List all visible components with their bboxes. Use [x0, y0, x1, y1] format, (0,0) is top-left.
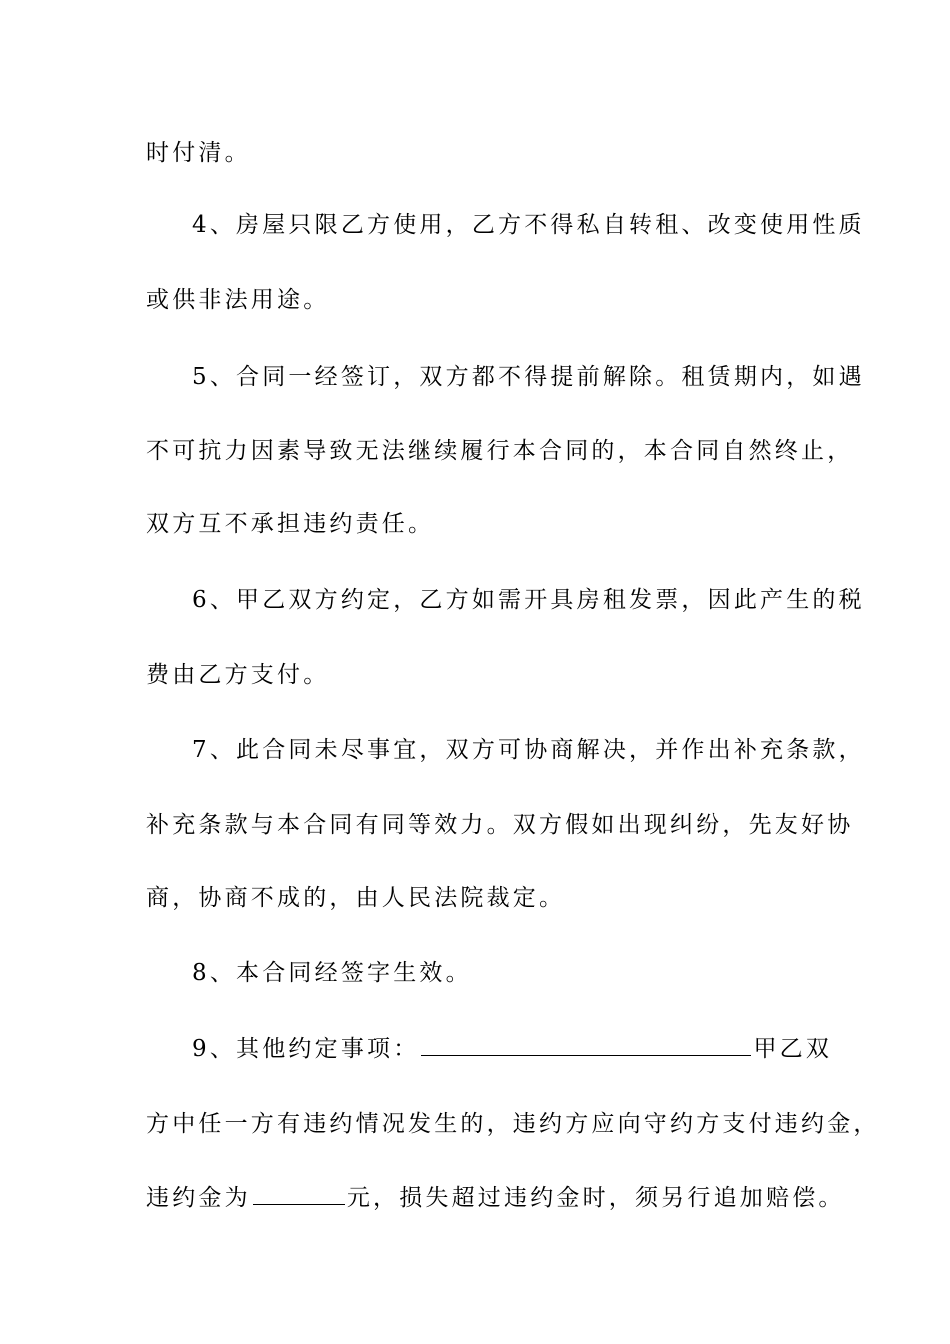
- text-line: 商，协商不成的，由人民法院裁定。: [146, 885, 566, 911]
- penalty-amount-blank[interactable]: [253, 1184, 345, 1205]
- clause-7-line: 7、此合同未尽事宜，双方可协商解决，并作出补充条款，: [192, 737, 865, 763]
- text-line: 双方互不承担违约责任。: [146, 511, 435, 537]
- clause-9-suffix: 甲乙双: [753, 1036, 833, 1062]
- penalty-line: [146, 1183, 845, 1213]
- clause-9-line: [192, 1034, 882, 1064]
- penalty-prefix: 违约金为: [146, 1185, 251, 1211]
- text-line: 或供非法用途。: [146, 287, 330, 313]
- text-line: 费由乙方支付。: [146, 662, 330, 688]
- clause-6-line: 6、甲乙双方约定，乙方如需开具房租发票，因此产生的税: [192, 587, 865, 613]
- other-terms-blank[interactable]: [421, 1035, 751, 1056]
- text-line: 方中任一方有违约情况发生的，违约方应向守约方支付违约金，: [146, 1111, 880, 1137]
- clause-4-line: 4、房屋只限乙方使用，乙方不得私自转租、改变使用性质: [192, 212, 865, 238]
- clause-5-line: 5、合同一经签订，双方都不得提前解除。租赁期内，如遇: [192, 364, 865, 390]
- penalty-suffix: 元，损失超过违约金时，须另行追加赔偿。: [346, 1185, 845, 1211]
- clause-9-prefix: 9、其他约定事项：: [192, 1036, 420, 1062]
- text-line: 不可抗力因素导致无法继续履行本合同的，本合同自然终止，: [146, 438, 854, 464]
- text-line: 时付清。: [146, 140, 251, 166]
- text-line: 补充条款与本合同有同等效力。双方假如出现纠纷，先友好协: [146, 812, 854, 838]
- clause-8-line: 8、本合同经签字生效。: [192, 960, 472, 986]
